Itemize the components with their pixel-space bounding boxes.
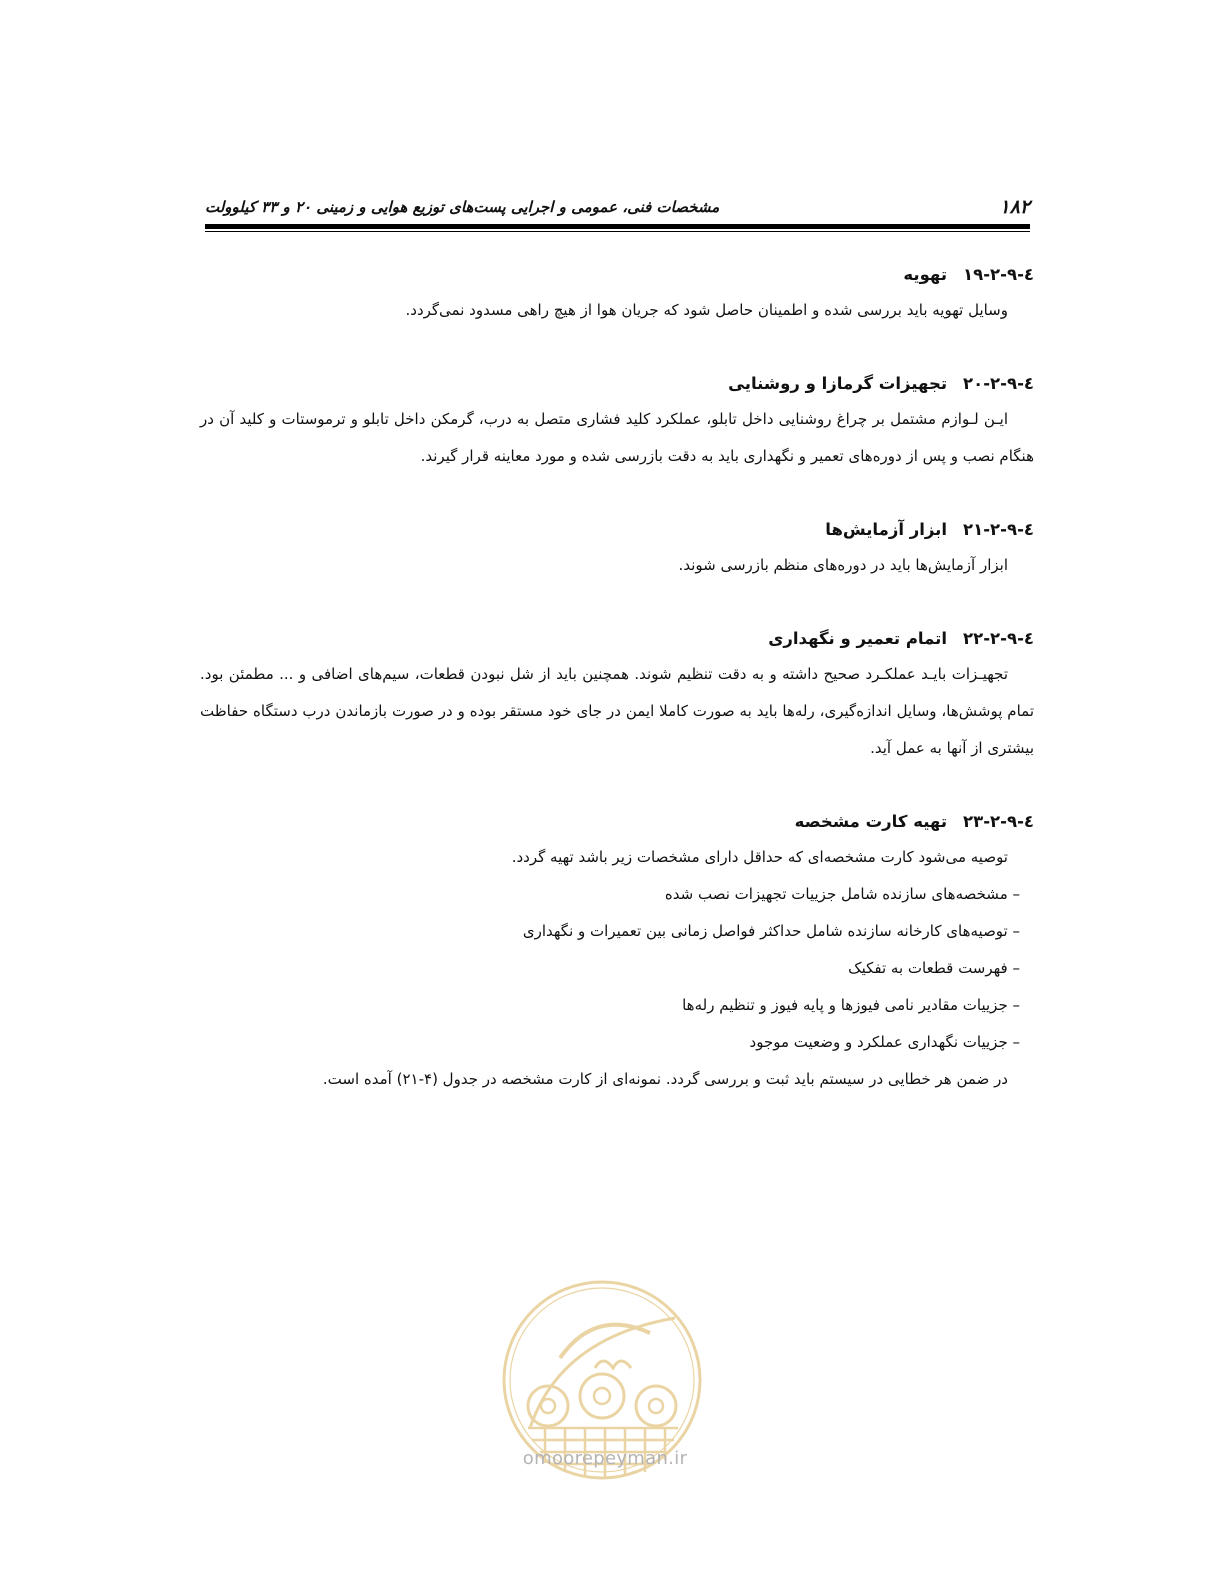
watermark-url: omoorepeyman.ir [522,1448,688,1469]
paragraph: وسایل تهویه باید بررسی شده و اطمینان حاصل شود که جریان هوا از هیچ راهی مسدود نمی‌گردد. [405,301,1008,319]
header-rule-thick [205,224,1030,229]
section-title: تجهیزات گرمازا و روشنایی [728,374,948,393]
section-number: ٤-٩-٢-٢١ [963,520,1034,539]
section-heading [200,805,1034,839]
section-heading [200,513,1034,547]
paragraph: ابزار آزمایش‌ها باید در دوره‌های منظم بازرسی شوند. [678,556,1008,574]
section-heading [200,258,1034,292]
section-spec-card [200,805,1034,1098]
paragraph: تجهیـزات بایـد عملکـرد صحیح داشته و به دقت تنظیم شوند. همچنین باید از شل نبودن قطعات، سیم‌های اضافی و ... مطمئن بود. تمام پوشش‌ها، وسایل اندازه‌گیری، رله‌ها باید به صورت کاملا ایمن در جای خود مستقر بوده و در صورت بازماندن درب دستگاه حفاظت بیشتری از آنها به عمل آید. [200,665,1034,757]
page-content [200,258,1034,1098]
section-number: ٤-٩-٢-١٩ [963,265,1034,284]
list-item: – توصیه‌های کارخانه سازنده شامل حداکثر فواصل زمانی بین تعمیرات و نگهداری [522,922,1020,940]
section-heading [200,367,1034,401]
section-number: ٤-٩-٢-٢٣ [963,812,1034,831]
page-number: ۱۸۲ [999,196,1030,218]
section-ventilation [200,258,1034,329]
section-heating-lighting [200,367,1034,475]
section-title: تهیه کارت مشخصه [794,812,948,831]
page-header [205,196,1030,222]
paragraph: ایـن لـوازم مشتمل بر چراغ روشنایی داخل تابلو، عملکرد کلید فشاری متصل به درب، گرمکن داخل تابلو و ترموستات و کلید آن در هنگام نصب و پس از دوره‌های تعمیر و نگهداری باید به دقت بازرسی شده و مورد معاینه قرار گیرند. [200,410,1034,465]
list-item: – جزییات مقادیر نامی فیوزها و پایه فیوز و تنظیم رله‌ها [682,996,1020,1014]
running-title: مشخصات فنی، عمومی و اجرایی پست‌های توزیع هوایی و زمینی ۲۰ و ۳۳ کیلوولت [205,198,720,216]
section-title: تهویه [903,265,948,284]
section-maintenance-completion [200,622,1034,767]
section-number: ٤-٩-٢-٢٠ [963,374,1034,393]
section-title: اتمام تعمیر و نگهداری [768,629,948,648]
section-heading [200,622,1034,656]
list-item: – فهرست قطعات به تفکیک [848,959,1020,977]
section-title: ابزار آزمایش‌ها [825,520,948,539]
section-test-tools [200,513,1034,584]
section-number: ٤-٩-٢-٢٢ [963,629,1034,648]
paragraph-intro: توصیه می‌شود کارت مشخصه‌ای که حداقل دارای مشخصات زیر باشد تهیه گردد. [511,848,1008,866]
list-item: – مشخصه‌های سازنده شامل جزییات تجهیزات نصب شده [664,885,1020,903]
paragraph-outro: در ضمن هر خطایی در سیستم باید ثبت و بررسی گردد. نمونه‌ای از کارت مشخصه در جدول (۴-۲۱) آمده است. [322,1070,1008,1088]
header-rule-thin [205,231,1030,232]
list-item: – جزییات نگهداری عملکرد و وضعیت موجود [749,1033,1020,1051]
